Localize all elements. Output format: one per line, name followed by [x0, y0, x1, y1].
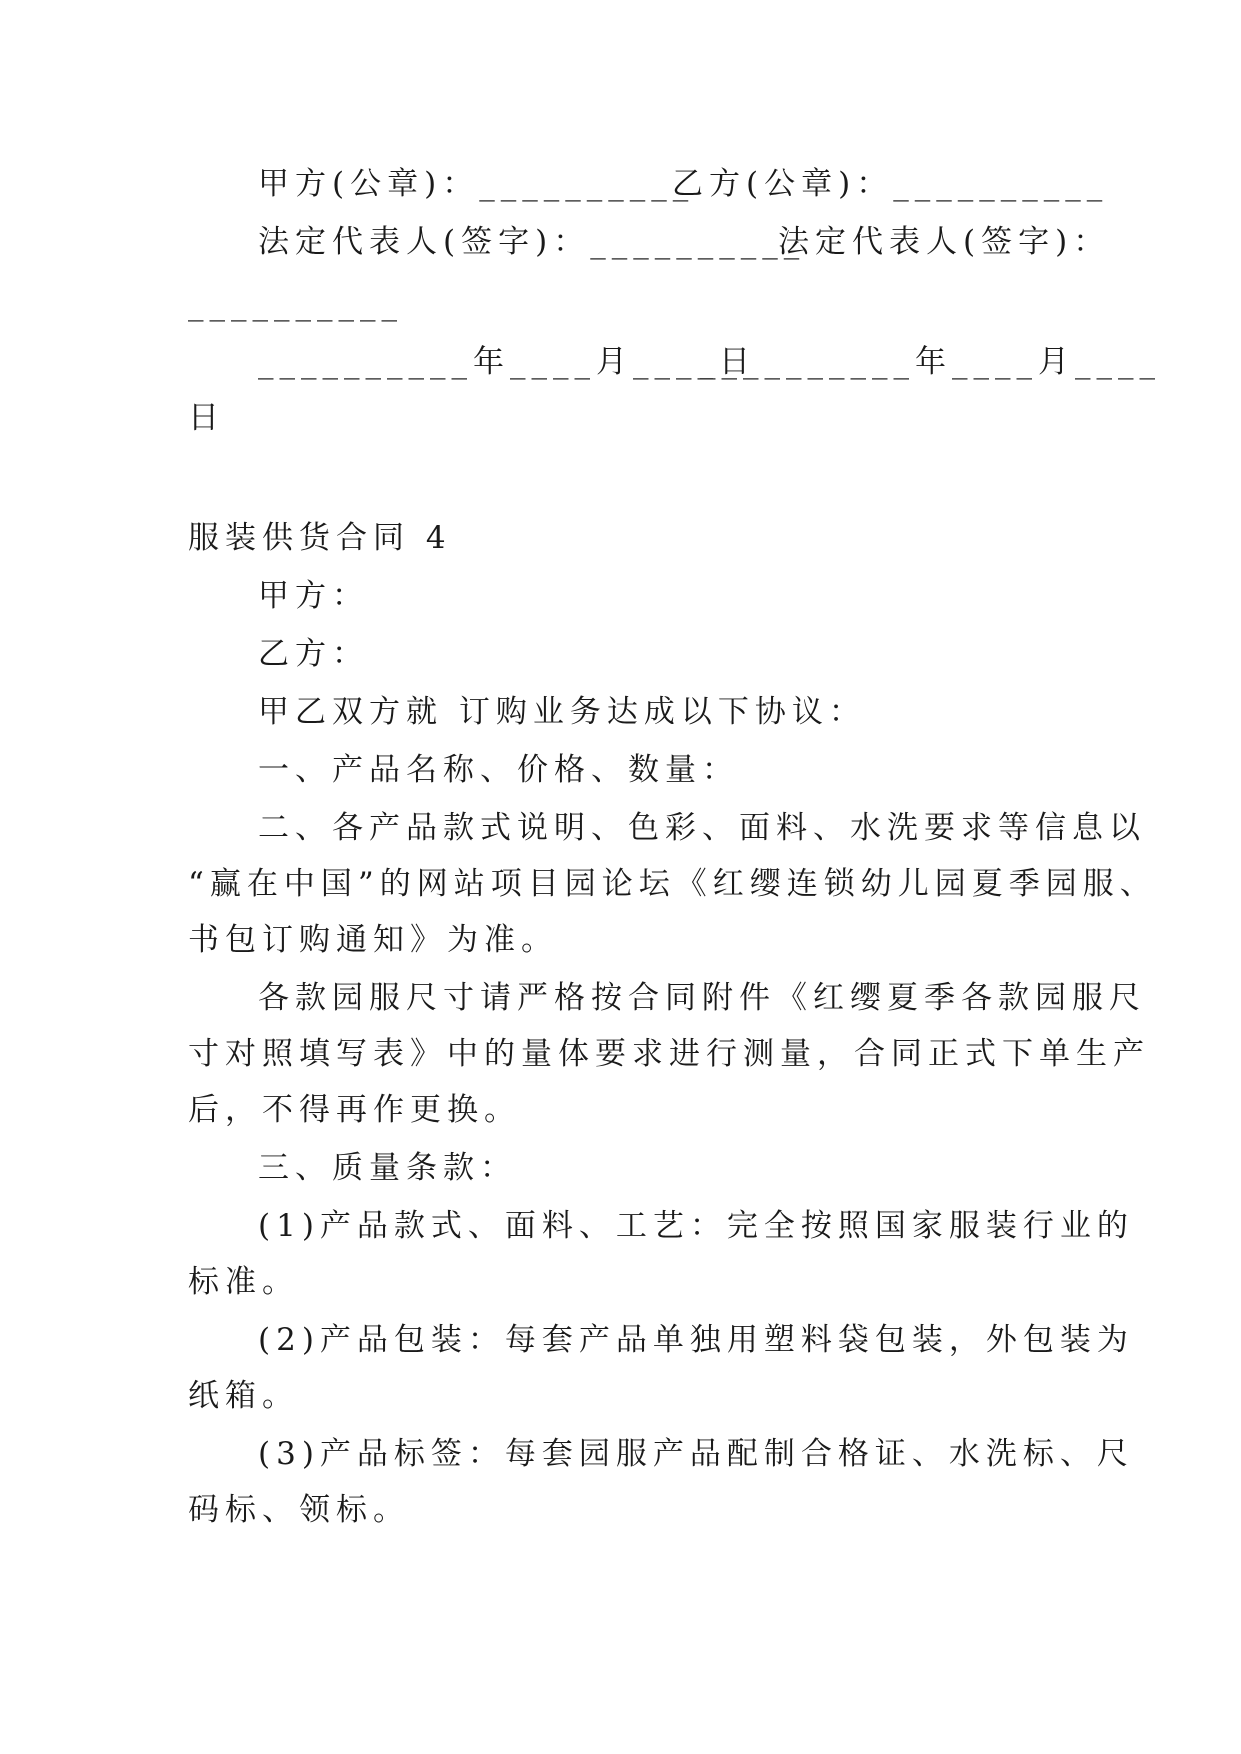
quality-3-line-2	[188, 1490, 410, 1530]
party-a-line	[258, 576, 369, 616]
quality-2-line-2	[188, 1376, 299, 1416]
legal-rep-b: 法定代表人(签字)：	[778, 224, 1111, 260]
intro: 甲乙双方就 订购业务达成以下协议：	[258, 694, 866, 730]
party-b: 乙方：	[258, 636, 369, 672]
party-b-line	[258, 634, 369, 674]
party-b-seal: 乙方(公章)：__________	[672, 166, 1109, 202]
legal-rep-a-line	[258, 222, 805, 262]
quality-1-text-2: 标准。	[188, 1264, 299, 1300]
size-text-3: 后，不得再作更换。	[188, 1092, 521, 1128]
date-b-tail-line	[188, 398, 225, 438]
quality-3-line-1	[258, 1434, 1134, 1474]
date-b-line	[700, 342, 1161, 382]
party-a-seal: 甲方(公章)：__________	[258, 166, 695, 202]
quality-1-line-1	[258, 1206, 1134, 1246]
party-a: 甲方：	[258, 578, 369, 614]
quality-2-text-2: 纸箱。	[188, 1378, 299, 1414]
clause-2-line-1	[258, 808, 1146, 848]
quality-3-text-2: 码标、领标。	[188, 1492, 410, 1528]
size-line-3	[188, 1090, 521, 1130]
clause-2-text-3: 书包订购通知》为准。	[188, 922, 558, 958]
quality-1-line-2	[188, 1262, 299, 1302]
clause-2-line-2	[188, 864, 1157, 904]
legal-rep-a: 法定代表人(签字)：__________	[258, 224, 806, 260]
clause-1: 一、产品名称、价格、数量：	[258, 752, 739, 788]
contract-title-text: 服装供货合同 4	[188, 520, 452, 556]
party-a-seal-line	[258, 164, 694, 204]
clause-3: 三、质量条款：	[258, 1150, 517, 1186]
intro-line	[258, 692, 866, 732]
legal-rep-b-line	[778, 222, 1110, 262]
date-a: __________年____月____日	[258, 344, 756, 380]
quality-3-text-1: (3)产品标签：每套园服产品配制合格证、水洗标、尺	[258, 1436, 1134, 1472]
size-line-1	[258, 978, 1146, 1018]
party-b-seal-line	[672, 164, 1108, 204]
size-line-2	[188, 1034, 1150, 1074]
size-text-1: 各款园服尺寸请严格按合同附件《红缨夏季各款园服尺	[258, 980, 1146, 1016]
quality-1-text-1: (1)产品款式、面料、工艺：完全按照国家服装行业的	[258, 1208, 1134, 1244]
clause-2-text-2: “赢在中国”的网站项目园论坛《红缨连锁幼儿园夏季园服、	[188, 866, 1157, 902]
quality-2-line-1	[258, 1320, 1134, 1360]
legal-rep-b-blank-line	[188, 284, 403, 324]
contract-title	[188, 518, 452, 558]
date-b-tail: 日	[188, 400, 225, 436]
date-a-line	[258, 342, 756, 382]
quality-2-text-1: (2)产品包装：每套产品单独用塑料袋包装，外包装为	[258, 1322, 1134, 1358]
legal-rep-b-blank: __________	[188, 286, 403, 322]
clause-3-line	[258, 1148, 517, 1188]
clause-2-line-3	[188, 920, 558, 960]
date-b: __________年____月____	[700, 344, 1161, 380]
clause-2-text-1: 二、各产品款式说明、色彩、面料、水洗要求等信息以	[258, 810, 1146, 846]
clause-1-line	[258, 750, 739, 790]
size-text-2: 寸对照填写表》中的量体要求进行测量，合同正式下单生产	[188, 1036, 1150, 1072]
